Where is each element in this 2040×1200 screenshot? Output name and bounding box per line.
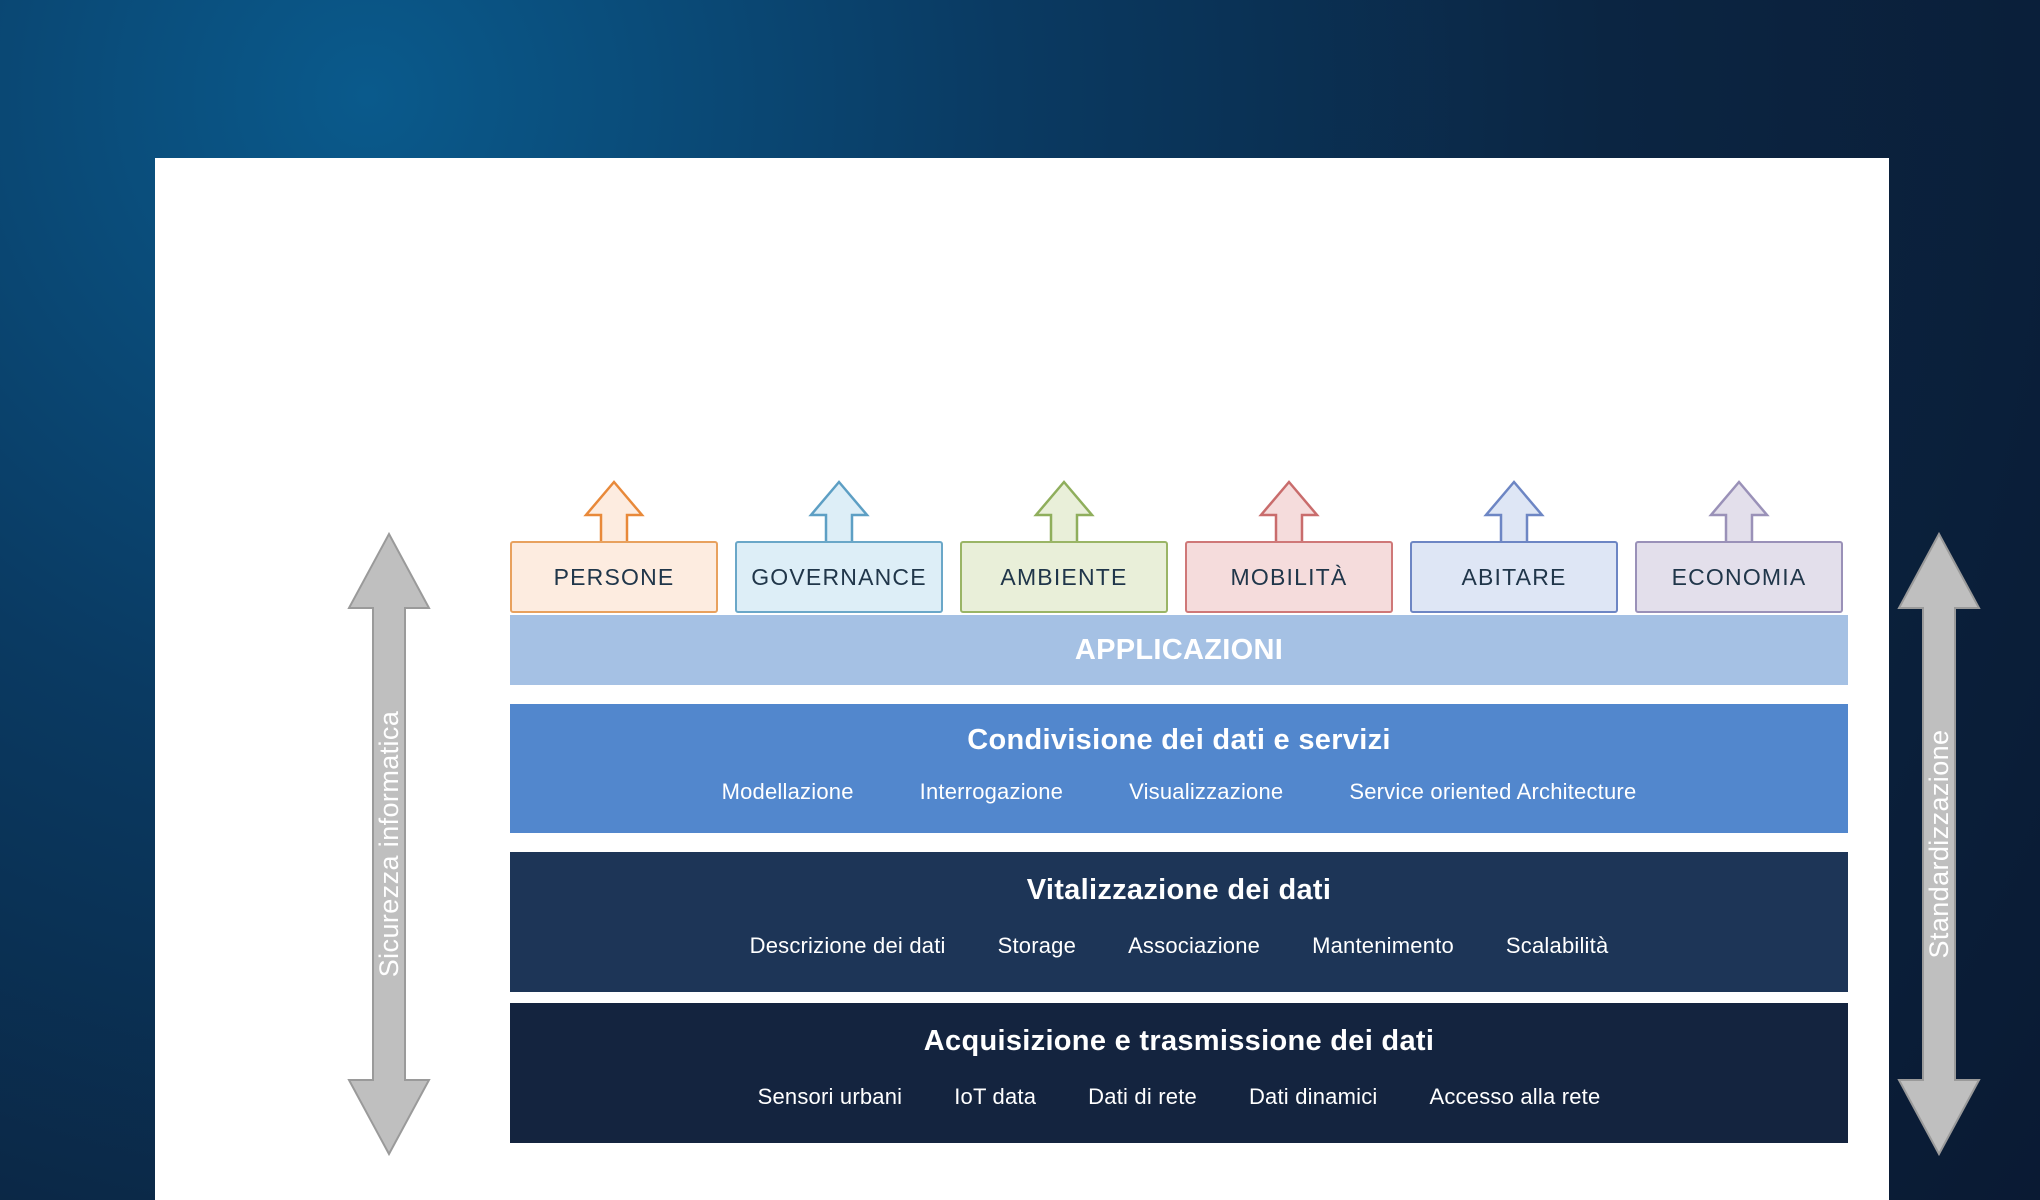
layer-item: Descrizione dei dati (749, 933, 946, 958)
chip-label: ABITARE (1461, 563, 1567, 590)
layer-condivisione[interactable] (510, 704, 1848, 833)
layer-items (510, 779, 1848, 805)
layer-title: APPLICAZIONI (1074, 633, 1284, 666)
layer-item: Mantenimento (1312, 933, 1454, 958)
up-arrow-icon-governance (807, 479, 871, 543)
chip-ambiente[interactable] (960, 541, 1168, 613)
layer-acquisizione[interactable] (510, 1003, 1848, 1143)
layer-item: Interrogazione (919, 779, 1064, 804)
right-arrow-label: Standardizzazione (1924, 729, 1954, 959)
up-arrow-icon-persone (582, 479, 646, 543)
layer-items (510, 1084, 1848, 1110)
up-arrow-icon-ambiente (1032, 479, 1096, 543)
layer-title: Acquisizione e trasmissione dei dati (923, 1025, 1435, 1057)
left-arrow-label: Sicurezza informatica (374, 710, 404, 978)
chip-persone[interactable] (510, 541, 718, 613)
chip-governance[interactable] (735, 541, 943, 613)
layer-title: Vitalizzazione dei dati (1026, 874, 1332, 906)
layer-item: Service oriented Architecture (1349, 779, 1637, 804)
chip-abitare[interactable] (1410, 541, 1618, 613)
layer-item: Associazione (1128, 933, 1261, 958)
left-vertical-arrow (345, 530, 433, 1158)
layer-item: Dati dinamici (1248, 1084, 1378, 1109)
layer-vitalizzazione[interactable] (510, 852, 1848, 992)
diagram-canvas (155, 158, 1954, 1200)
chip-label: AMBIENTE (1000, 563, 1128, 590)
chip-label: GOVERNANCE (751, 563, 927, 590)
domain-chips-row (510, 479, 1848, 613)
layer-item: Sensori urbani (757, 1084, 903, 1109)
layer-item: Dati di rete (1088, 1084, 1197, 1109)
chip-label: PERSONE (553, 563, 675, 590)
chip-mobilita[interactable] (1185, 541, 1393, 613)
chip-label: ECONOMIA (1671, 563, 1807, 590)
layer-item: Accesso alla rete (1429, 1084, 1601, 1109)
layer-item: Modellazione (721, 779, 854, 804)
up-arrow-icon-mobilita (1257, 479, 1321, 543)
layer-item: Storage (997, 933, 1077, 958)
layer-applicazioni[interactable] (510, 615, 1848, 685)
layer-items (510, 933, 1848, 959)
up-arrow-icon-economia (1707, 479, 1771, 543)
right-vertical-arrow (1895, 530, 1983, 1158)
layer-title: Condivisione dei dati e servizi (967, 724, 1391, 756)
chip-label: MOBILITÀ (1230, 563, 1348, 590)
chip-economia[interactable] (1635, 541, 1843, 613)
up-arrow-icon-abitare (1482, 479, 1546, 543)
layer-item: Scalabilità (1505, 933, 1609, 958)
layer-item: IoT data (954, 1084, 1037, 1109)
layer-item: Visualizzazione (1129, 779, 1284, 804)
